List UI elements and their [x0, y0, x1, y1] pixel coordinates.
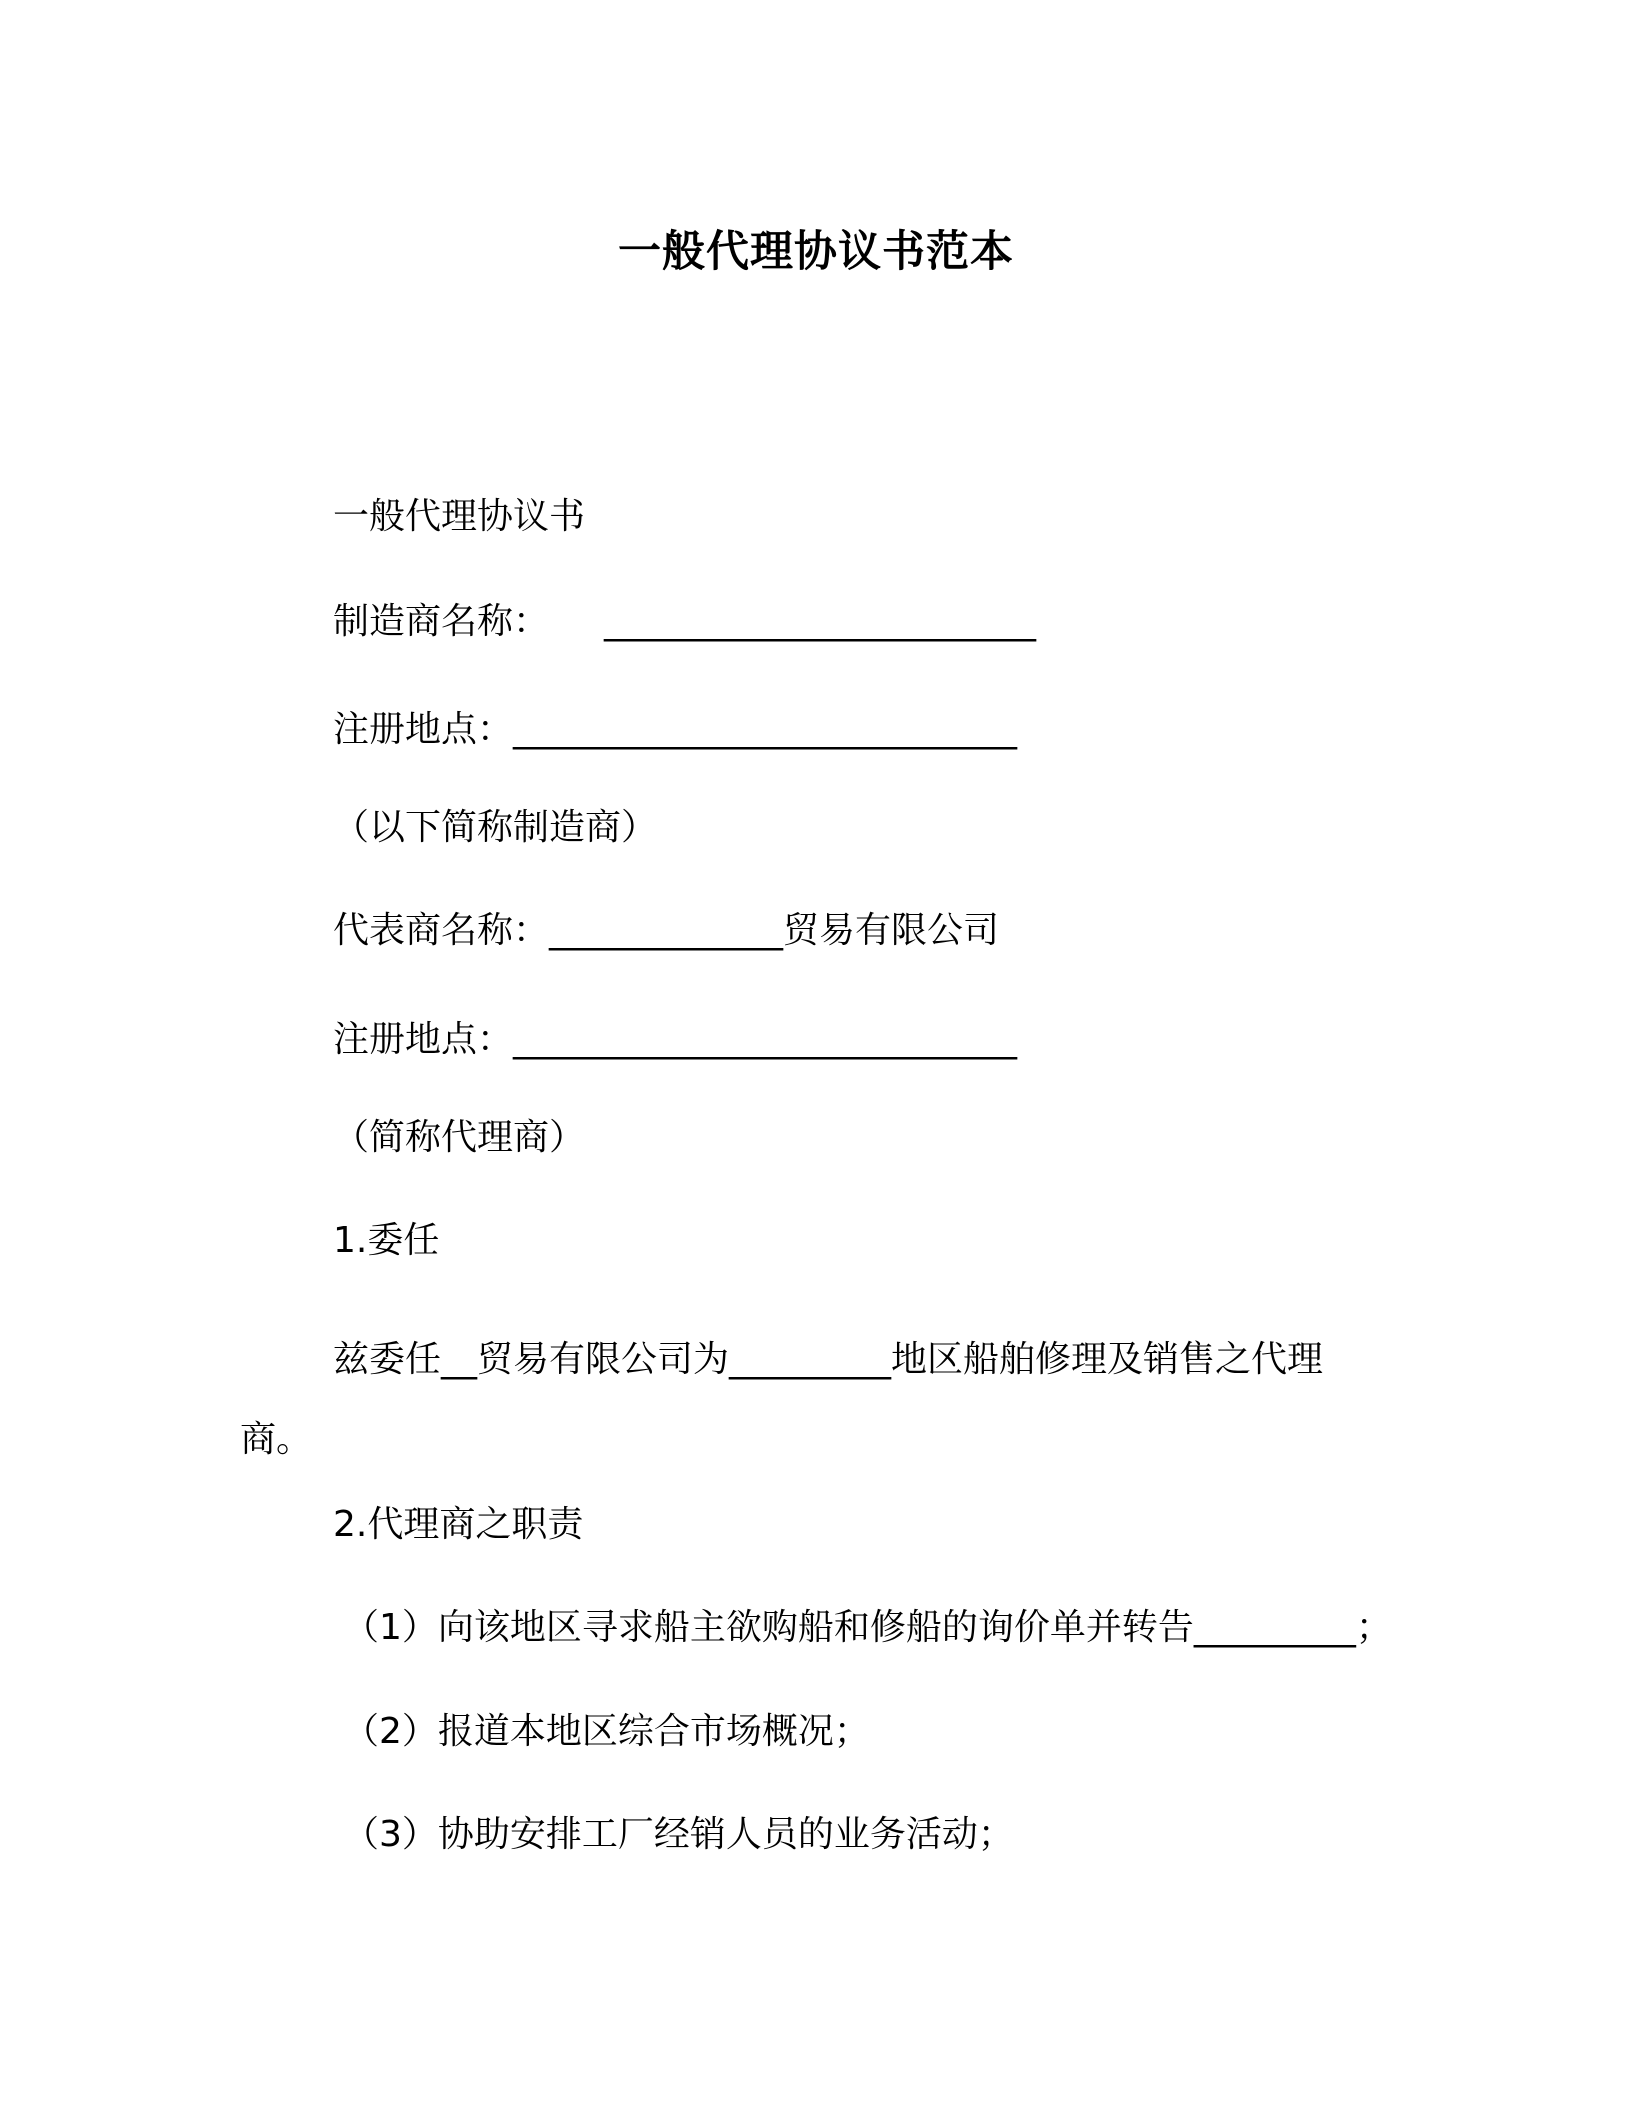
manufacturer-name-blank: ________________________ [604, 601, 1037, 642]
agent-name-blank: _____________ [549, 910, 784, 951]
manufacturer-address-line [333, 705, 1017, 755]
agent-address-label: 注册地点： [333, 1019, 514, 1060]
manufacturer-address-label: 注册地点： [333, 709, 514, 750]
agent-alias: （简称代理商） [333, 1117, 586, 1158]
section-1-text-c: 地区船舶修理及销售之代理商。 [240, 1339, 1324, 1460]
manufacturer-address-blank: ____________________________ [513, 709, 1018, 750]
duty-1-end: ； [1355, 1607, 1392, 1648]
section-1-paragraph [240, 1320, 1390, 1480]
section-1-blank-b: _________ [729, 1339, 892, 1380]
manufacturer-alias: （以下简称制造商） [333, 807, 658, 848]
section-2-heading: 2.代理商之职责 [333, 1504, 584, 1545]
agent-name-line [333, 906, 999, 956]
agent-name-suffix: 贸易有限公司 [783, 910, 1000, 951]
document-title: 一般代理协议书范本 [618, 227, 1014, 277]
section-1-text-a: 兹委任 [333, 1339, 442, 1380]
section-1-text-b: 贸易有限公司为 [477, 1339, 730, 1380]
manufacturer-name-line [333, 597, 1036, 647]
agreement-subtitle: 一般代理协议书 [333, 496, 586, 537]
section-1-blank-a: __ [441, 1339, 478, 1380]
agent-name-label: 代表商名称： [333, 910, 550, 951]
agent-address-blank: ____________________________ [513, 1019, 1018, 1060]
duty-1-text: （1）向该地区寻求船主欲购船和修船的询价单并转告 [343, 1607, 1194, 1648]
duty-item-3: （3）协助安排工厂经销人员的业务活动； [343, 1814, 1014, 1855]
duty-item-1 [343, 1603, 1392, 1653]
section-1-heading: 1.委任 [333, 1220, 440, 1261]
duty-item-2: （2）报道本地区综合市场概况； [343, 1711, 870, 1752]
duty-1-blank: _________ [1193, 1607, 1356, 1648]
manufacturer-name-label: 制造商名称： [333, 601, 550, 642]
agent-address-line [333, 1015, 1017, 1065]
